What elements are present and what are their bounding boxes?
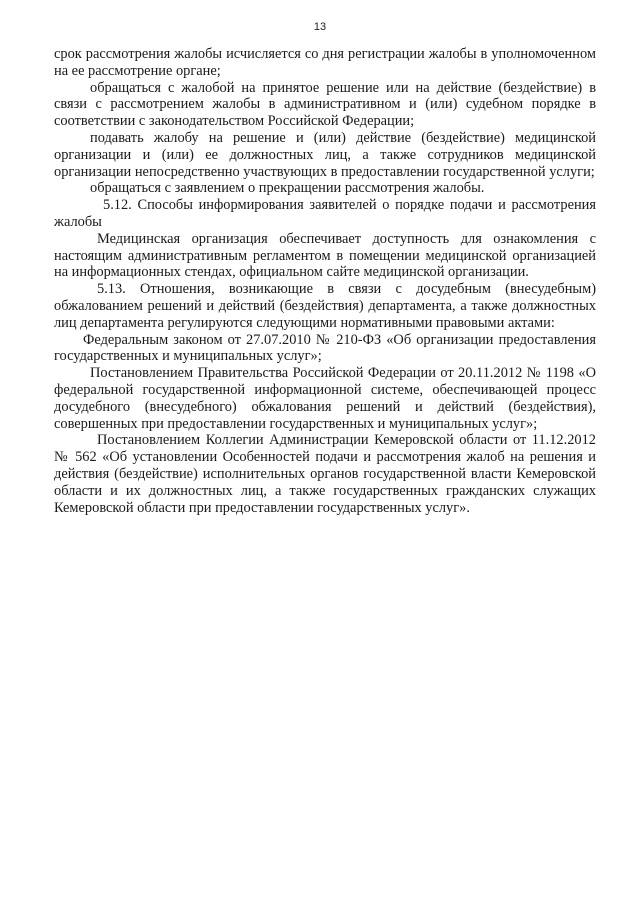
paragraph-withdraw-complaint: обращаться с заявлением о прекращении рассмотрения жалобы. — [90, 180, 485, 197]
paragraph-appeal-decision: обращаться с жалобой на принятое решение или на действие (бездействие) в связи с рассмотрением жалобы в административном и (или) судебном порядке в соответствии с законодательством Российской Федерации; — [54, 79, 596, 130]
paragraph-accessibility: Медицинская организация обеспечивает доступность для ознакомления с настоящим административным регламентом в помещении медицинской организацией на информационных стендах, официальном сайте медицинской организации. — [54, 230, 596, 281]
section-heading-5-12: 5.12. Способы информирования заявителей о порядке подачи и рассмотрения жалобы — [54, 197, 596, 230]
paragraph-government-resolution: Постановлением Правительства Российской Федерации от 20.11.2012 № 1198 «О федеральной государственной информационной системе, обеспечивающей процесс досудебного (внесудебного) обжалования решений и действий (бездействия), совершенных при предоставлении государственных и муниципальных услуг»; — [54, 365, 596, 432]
section-heading-5-13: 5.13. Отношения, возникающие в связи с досудебным (внесудебным) обжалованием решений и действий (бездействия) департамента, а также должностных лиц департамента регулируются следующими нормативными правовыми актами: — [54, 281, 596, 331]
page-number: 13 — [313, 21, 327, 33]
paragraph-regional-resolution: Постановлением Коллегии Администрации Кемеровской области от 11.12.2012 № 562 «Об установлении Особенностей подачи и рассмотрения жалоб на решения и действия (бездействие) исполнительных органов государственной власти Кемеровской области и их должностных лиц, а также государственных гражданских служащих Кемеровской области при предоставлении государственных услуг». — [54, 432, 596, 516]
paragraph-file-complaint: подавать жалобу на решение и (или) действие (бездействие) медицинской организации и (или) ее должностных лиц, а также сотрудников медицинской организации непосредственно участвующих в предоставлении государственной услуги; — [54, 129, 596, 180]
document-body — [54, 46, 596, 516]
paragraph-federal-law: Федеральным законом от 27.07.2010 № 210-ФЗ «Об организации предоставления государственных и муниципальных услуг»; — [54, 331, 596, 365]
paragraph-complaint-deadline: срок рассмотрения жалобы исчисляется со дня регистрации жалобы в уполномоченном на ее рассмотрение органе; — [54, 46, 596, 79]
